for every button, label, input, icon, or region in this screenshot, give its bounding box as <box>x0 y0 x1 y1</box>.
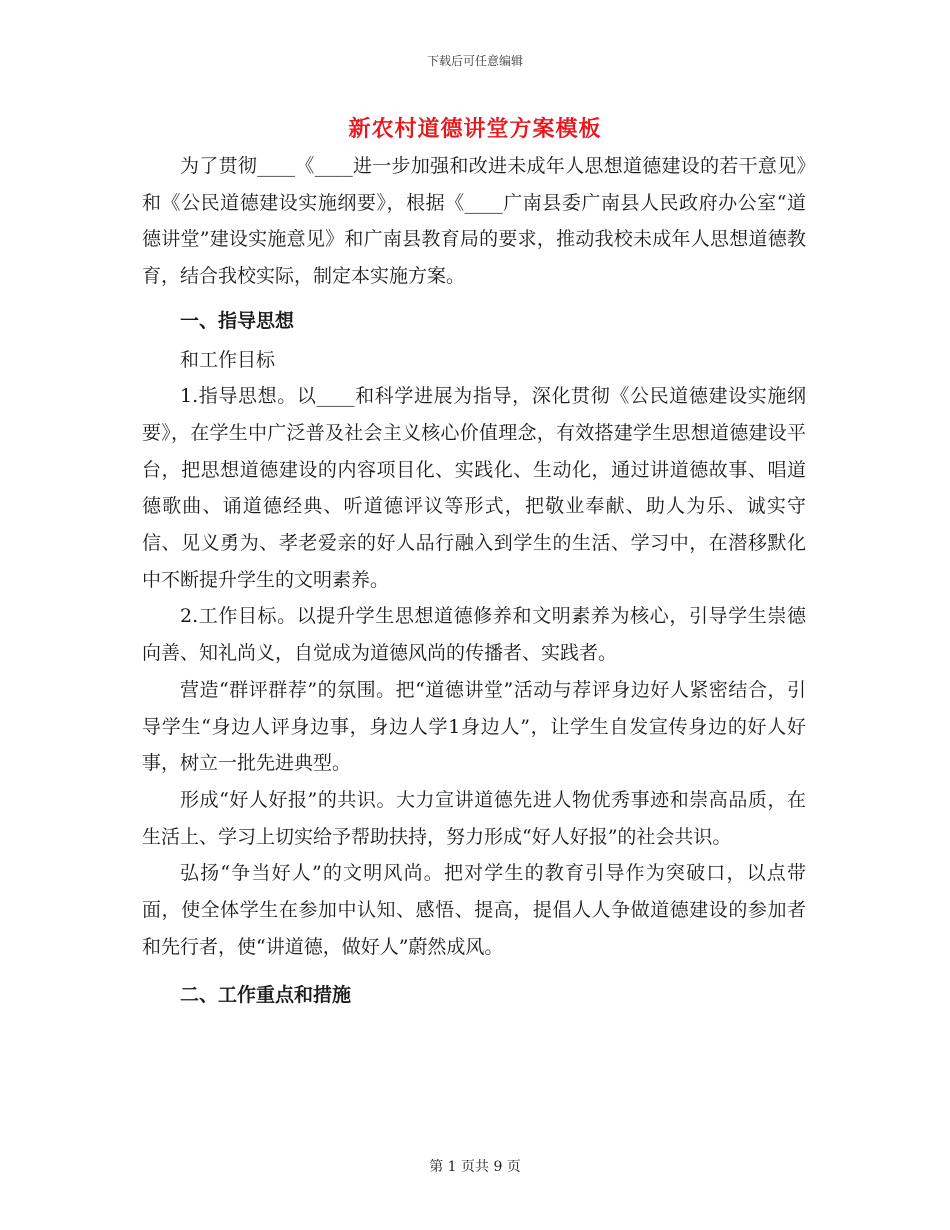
page-footer: 第 1 页共 9 页 <box>429 1159 521 1175</box>
section-subtitle: 和工作目标 <box>180 348 276 371</box>
document-body <box>142 148 806 1016</box>
intro-paragraph: 为了贯彻____《____进一步加强和改进未成年人思想道德建设的若干意见》和《公民道德建设实施纲要》，根据《____广南县委广南县人民政府办公室“道德讲堂”建设实施意见》和广南县教育局的要求，推动我校未成年人思想道德教育，结合我校实际，制定本实施方案。 <box>142 155 806 288</box>
work-goal-paragraph: 2.工作目标。以提升学生思想道德修养和文明素养为核心，引导学生崇德向善、知礼尚义，自觉成为道德风尚的传播者、实践者。 <box>142 605 806 665</box>
page-header: 下载后可任意编辑 <box>426 54 523 68</box>
document-title: 新农村道德讲堂方案模板 <box>348 116 602 142</box>
atmosphere-paragraph: 营造“群评群荐”的氛围。把“道德讲堂”活动与荐评身边好人紧密结合，引导学生“身边人评身边事，身边人学1身边人”，让学生自发宣传身边的好人好事，树立一批先进典型。 <box>142 678 806 775</box>
section-heading-2: 二、工作重点和措施 <box>180 984 352 1007</box>
promote-paragraph: 弘扬“争当好人”的文明风尚。把对学生的教育引导作为突破口，以点带面，使全体学生在参加中认知、感悟、提高，提倡人人争做道德建设的参加者和先行者，使“讲道德，做好人”蔚然成风。 <box>142 862 806 958</box>
guiding-ideology-paragraph: 1.指导思想。以____和科学进展为指导，深化贯彻《公民道德建设实施纲要》，在学生中广泛普及社会主义核心价值理念，有效搭建学生思想道德建设平台，把思想道德建设的内容项目化、实践化、生动化，通过讲道德故事、唱道德歌曲、诵道德经典、听道德评议等形式，把敬业奉献、助人为乐、诚实守信、见义勇为、孝老爱亲的好人品行融入到学生的生活、学习中，在潜移默化中不断提升学生的文明素养。 <box>142 385 806 591</box>
section-heading-1: 一、指导思想 <box>180 309 295 332</box>
consensus-paragraph: 形成“好人好报”的共识。大力宣讲道德先进人物优秀事迹和崇高品质，在生活上、学习上切实给予帮助扶持，努力形成“好人好报”的社会共识。 <box>142 788 806 848</box>
